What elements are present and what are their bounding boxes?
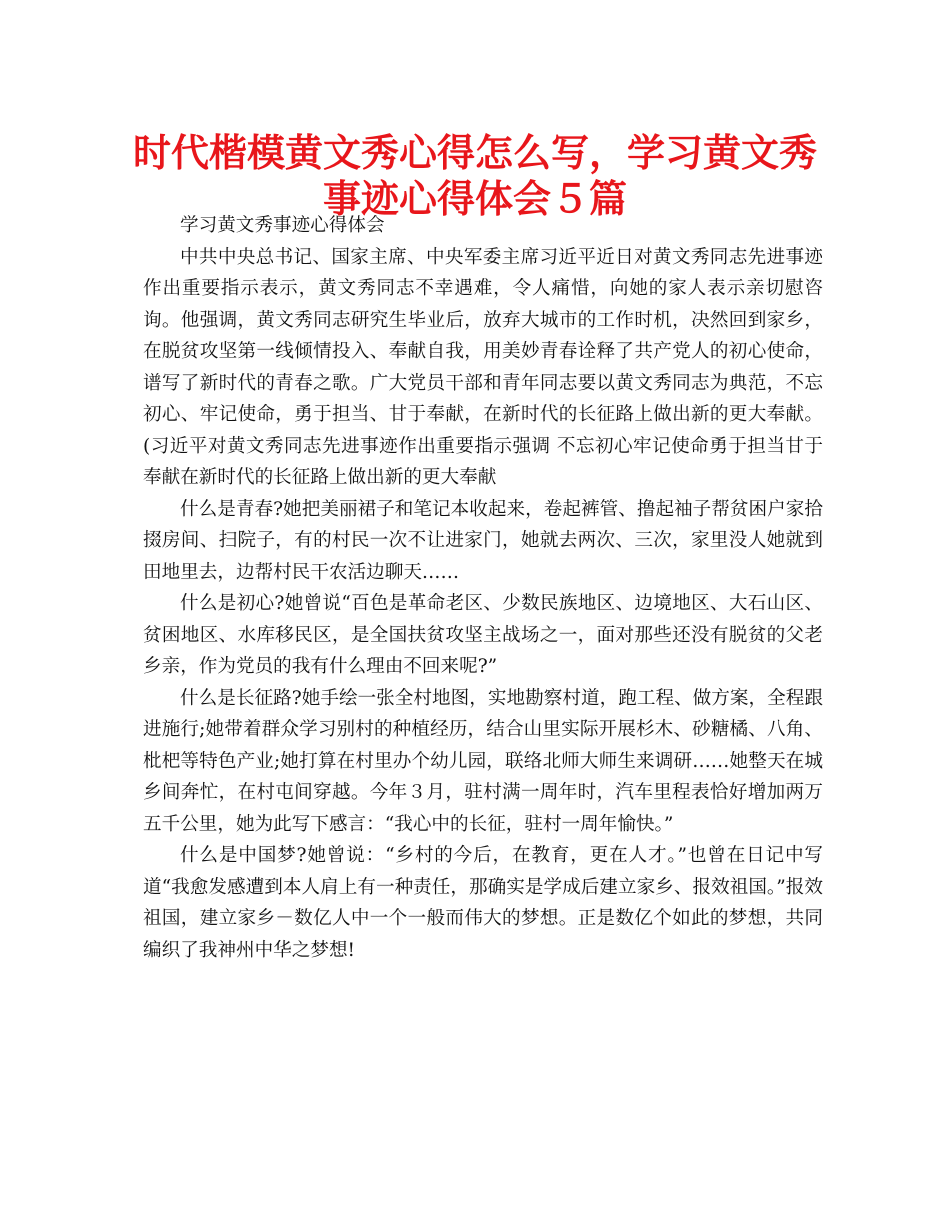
document-title-line-1: 时代楷模黄文秀心得怎么写，学习黄文秀 (132, 131, 817, 175)
paragraph: 什么是青春?她把美丽裙子和笔记本收起来，卷起裤管、撸起袖子帮贫困户家拾掇房间、扫院子，有的村民一次不让进家门，她就去两次、三次，家里没人她就到田地里去，边帮村民干农活边聊天…… (143, 498, 823, 583)
paragraph: 什么是初心?她曾说“百色是革命老区、少数民族地区、边境地区、大石山区、贫困地区、水库移民区，是全国扶贫攻坚主战场之一，面对那些还没有脱贫的父老乡亲，作为党员的我有什么理由不回来呢?” (143, 593, 823, 677)
section-heading: 学习黄文秀事迹心得体会 (180, 215, 385, 236)
paragraph: 什么是长征路?她手绘一张全村地图，实地勘察村道，跑工程、做方案，全程跟进施行;她带着群众学习别村的种植经历，结合山里实际开展杉木、砂糖橘、八角、枇杷等特色产业;她打算在村里办个幼儿园，联络北师大师生来调研……她整天在城乡间奔忙，在村屯间穿越。今年３月，驻村满一周年时，汽车里程表恰好增加两万五千公里，她为此写下感言：“我心中的长征，驻村一周年愉快。” (143, 687, 823, 835)
document-body (143, 210, 823, 966)
document-title-line-2: 事迹心得体会５篇 (322, 177, 627, 221)
paragraph: 中共中央总书记、国家主席、中央军委主席习近平近日对黄文秀同志先进事迹作出重要指示表示，黄文秀同志不幸遇难，令人痛惜，向她的家人表示亲切慰咨询。他强调，黄文秀同志研究生毕业后，放弃大城市的工作时机，决然回到家乡，在脱贫攻坚第一线倾情投入、奉献自我，用美妙青春诠释了共产党人的初心使命，谱写了新时代的青春之歌。广大党员干部和青年同志要以黄文秀同志为典范，不忘初心、牢记使命，勇于担当、甘于奉献，在新时代的长征路上做出新的更大奉献。(习近平对黄文秀同志先进事迹作出重要指示强调 不忘初心牢记使命勇于担当甘于奉献在新时代的长征路上做出新的更大奉献 (143, 246, 823, 488)
paragraph: 什么是中国梦?她曾说：“乡村的今后，在教育，更在人才。”也曾在日记中写道“我愈发感遭到本人肩上有一种责任，那确实是学成后建立家乡、报效祖国。”报效祖国，建立家乡－数亿人中一个一般而伟大的梦想。正是数亿个如此的梦想，共同编织了我神州中华之梦想! (143, 845, 823, 961)
